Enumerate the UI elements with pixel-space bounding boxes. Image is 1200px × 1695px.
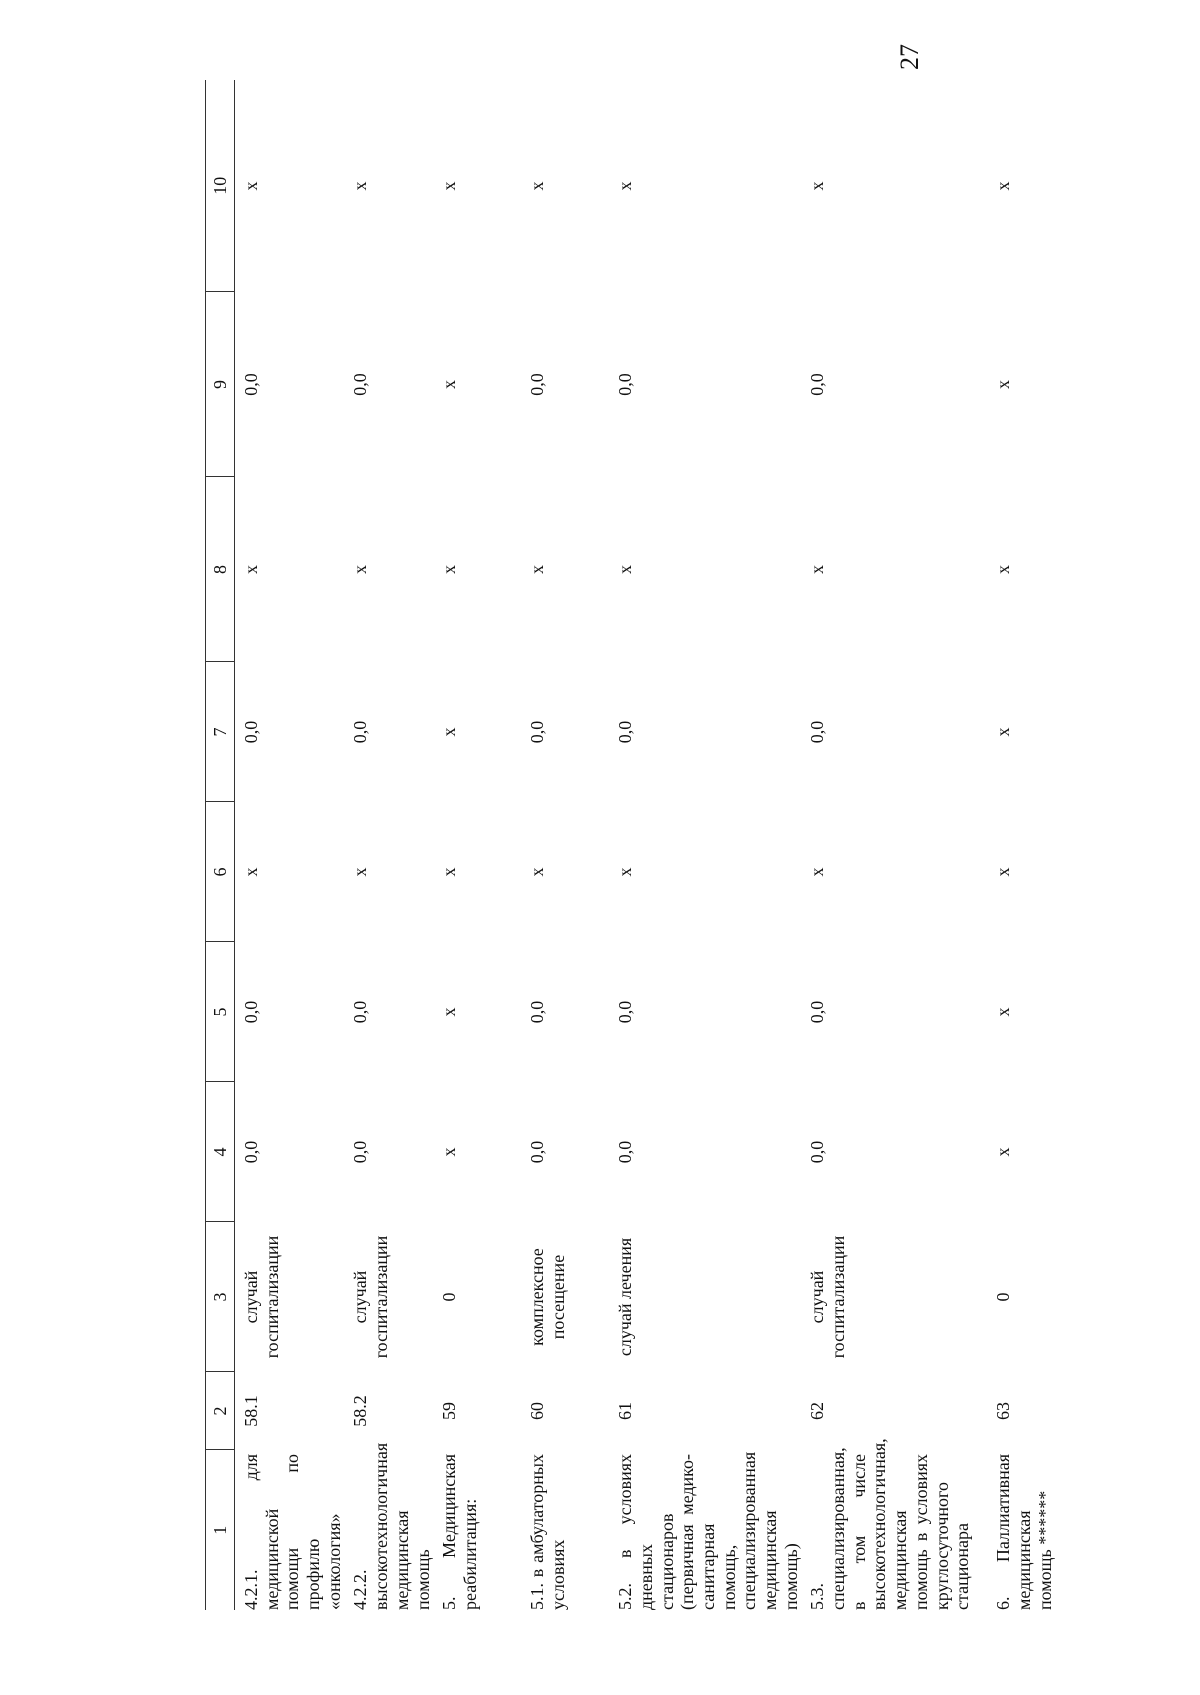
row-name: 4.2.1. для медицинской помощи по профилю «онкология» [241, 1454, 344, 1610]
column-header: 6 [206, 802, 235, 942]
cell: 0,0 [241, 1000, 261, 1024]
table-row [609, 80, 801, 1610]
row-code: 63 [993, 1402, 1014, 1420]
cell: x [439, 181, 460, 191]
cell: x [439, 1007, 460, 1017]
cell: x [615, 867, 636, 877]
cell: x [993, 565, 1014, 574]
cell: x [439, 867, 460, 877]
column-header: 7 [206, 662, 235, 802]
row-code: 60 [527, 1402, 548, 1420]
cell: x [241, 181, 261, 191]
table-row [521, 80, 609, 1610]
cell: x [993, 1147, 1014, 1157]
column-header: 9 [206, 292, 235, 477]
cell: 0,0 [807, 373, 828, 396]
row-unit: случай госпитализации [241, 1235, 282, 1359]
cell: x [241, 565, 261, 574]
row-unit: 0 [993, 1292, 1014, 1302]
cell: 0,0 [807, 720, 828, 744]
cell: x [241, 867, 261, 877]
data-table [205, 80, 1075, 1610]
table-row [344, 80, 433, 1610]
cell: 0,0 [615, 1140, 636, 1164]
row-code: 58.1 [241, 1395, 261, 1427]
cell: 0,0 [241, 1140, 261, 1164]
row-name: 5.2. в условиях дневных стационаров (первичная медико-санитарная помощь, специализированная медицинская помощь) [615, 1451, 801, 1610]
row-name: 5.1. в амбулаторных условиях [527, 1454, 568, 1610]
row-unit: случай лечения [615, 1237, 636, 1357]
cell: 0,0 [615, 720, 636, 744]
cell: x [527, 181, 548, 191]
cell: x [807, 867, 828, 877]
cell: 0,0 [527, 1140, 548, 1164]
cell: x [439, 565, 460, 574]
cell: x [527, 565, 548, 574]
column-header: 5 [206, 942, 235, 1082]
rotated-table-container [205, 80, 1055, 1610]
row-name: 5.3. специализированная, в том числе высокотехнологичная, медицинская помощь в условиях круглосуточного стационара [807, 1438, 973, 1610]
cell: x [993, 867, 1014, 877]
table-row [987, 80, 1075, 1610]
cell: 0,0 [241, 720, 261, 744]
row-name: 5. Медицинская реабилитация: [439, 1454, 480, 1610]
row-code: 58.2 [350, 1395, 371, 1427]
cell: 0,0 [241, 373, 261, 396]
row-unit: 0 [439, 1292, 460, 1302]
cell: 0,0 [527, 373, 548, 396]
table-row [235, 80, 345, 1610]
cell: 0,0 [807, 1140, 828, 1164]
header-row [206, 80, 235, 1610]
row-name: 6. Паллиативная медицинская помощь ****** [993, 1454, 1055, 1610]
cell: x [350, 181, 371, 191]
cell: x [807, 565, 828, 574]
row-code: 61 [615, 1402, 636, 1420]
cell: x [350, 867, 371, 877]
cell: x [993, 727, 1014, 737]
cell: 0,0 [350, 720, 371, 744]
cell: x [615, 181, 636, 191]
column-header: 10 [206, 80, 235, 292]
cell: 0,0 [615, 373, 636, 396]
column-header: 2 [206, 1372, 235, 1450]
column-header: 8 [206, 477, 235, 662]
cell: x [993, 1007, 1014, 1017]
cell: 0,0 [350, 1140, 371, 1164]
cell: x [993, 181, 1014, 191]
cell: x [615, 565, 636, 574]
page-number: 27 [895, 44, 924, 70]
cell: x [527, 867, 548, 877]
cell: x [350, 565, 371, 574]
column-header: 1 [206, 1450, 235, 1610]
row-name: 4.2.2. высокотехнологичная медицинская помощь [350, 1442, 433, 1610]
column-header: 4 [206, 1082, 235, 1222]
cell: x [439, 727, 460, 737]
row-unit: случай госпитализации [350, 1235, 392, 1359]
row-code: 62 [807, 1402, 828, 1420]
row-code: 59 [439, 1402, 460, 1420]
cell: x [439, 1147, 460, 1157]
cell: 0,0 [527, 720, 548, 744]
cell: x [439, 380, 460, 389]
column-header: 3 [206, 1222, 235, 1372]
cell: 0,0 [807, 1000, 828, 1024]
row-unit: комплексное посещение [527, 1248, 568, 1346]
row-unit: случай госпитализации [807, 1235, 849, 1359]
cell: 0,0 [615, 1000, 636, 1024]
cell: 0,0 [527, 1000, 548, 1024]
cell: 0,0 [350, 373, 371, 396]
table-row [433, 80, 521, 1610]
cell: x [807, 181, 828, 191]
cell: 0,0 [350, 1000, 371, 1024]
cell: x [993, 380, 1014, 389]
table-row [801, 80, 987, 1610]
